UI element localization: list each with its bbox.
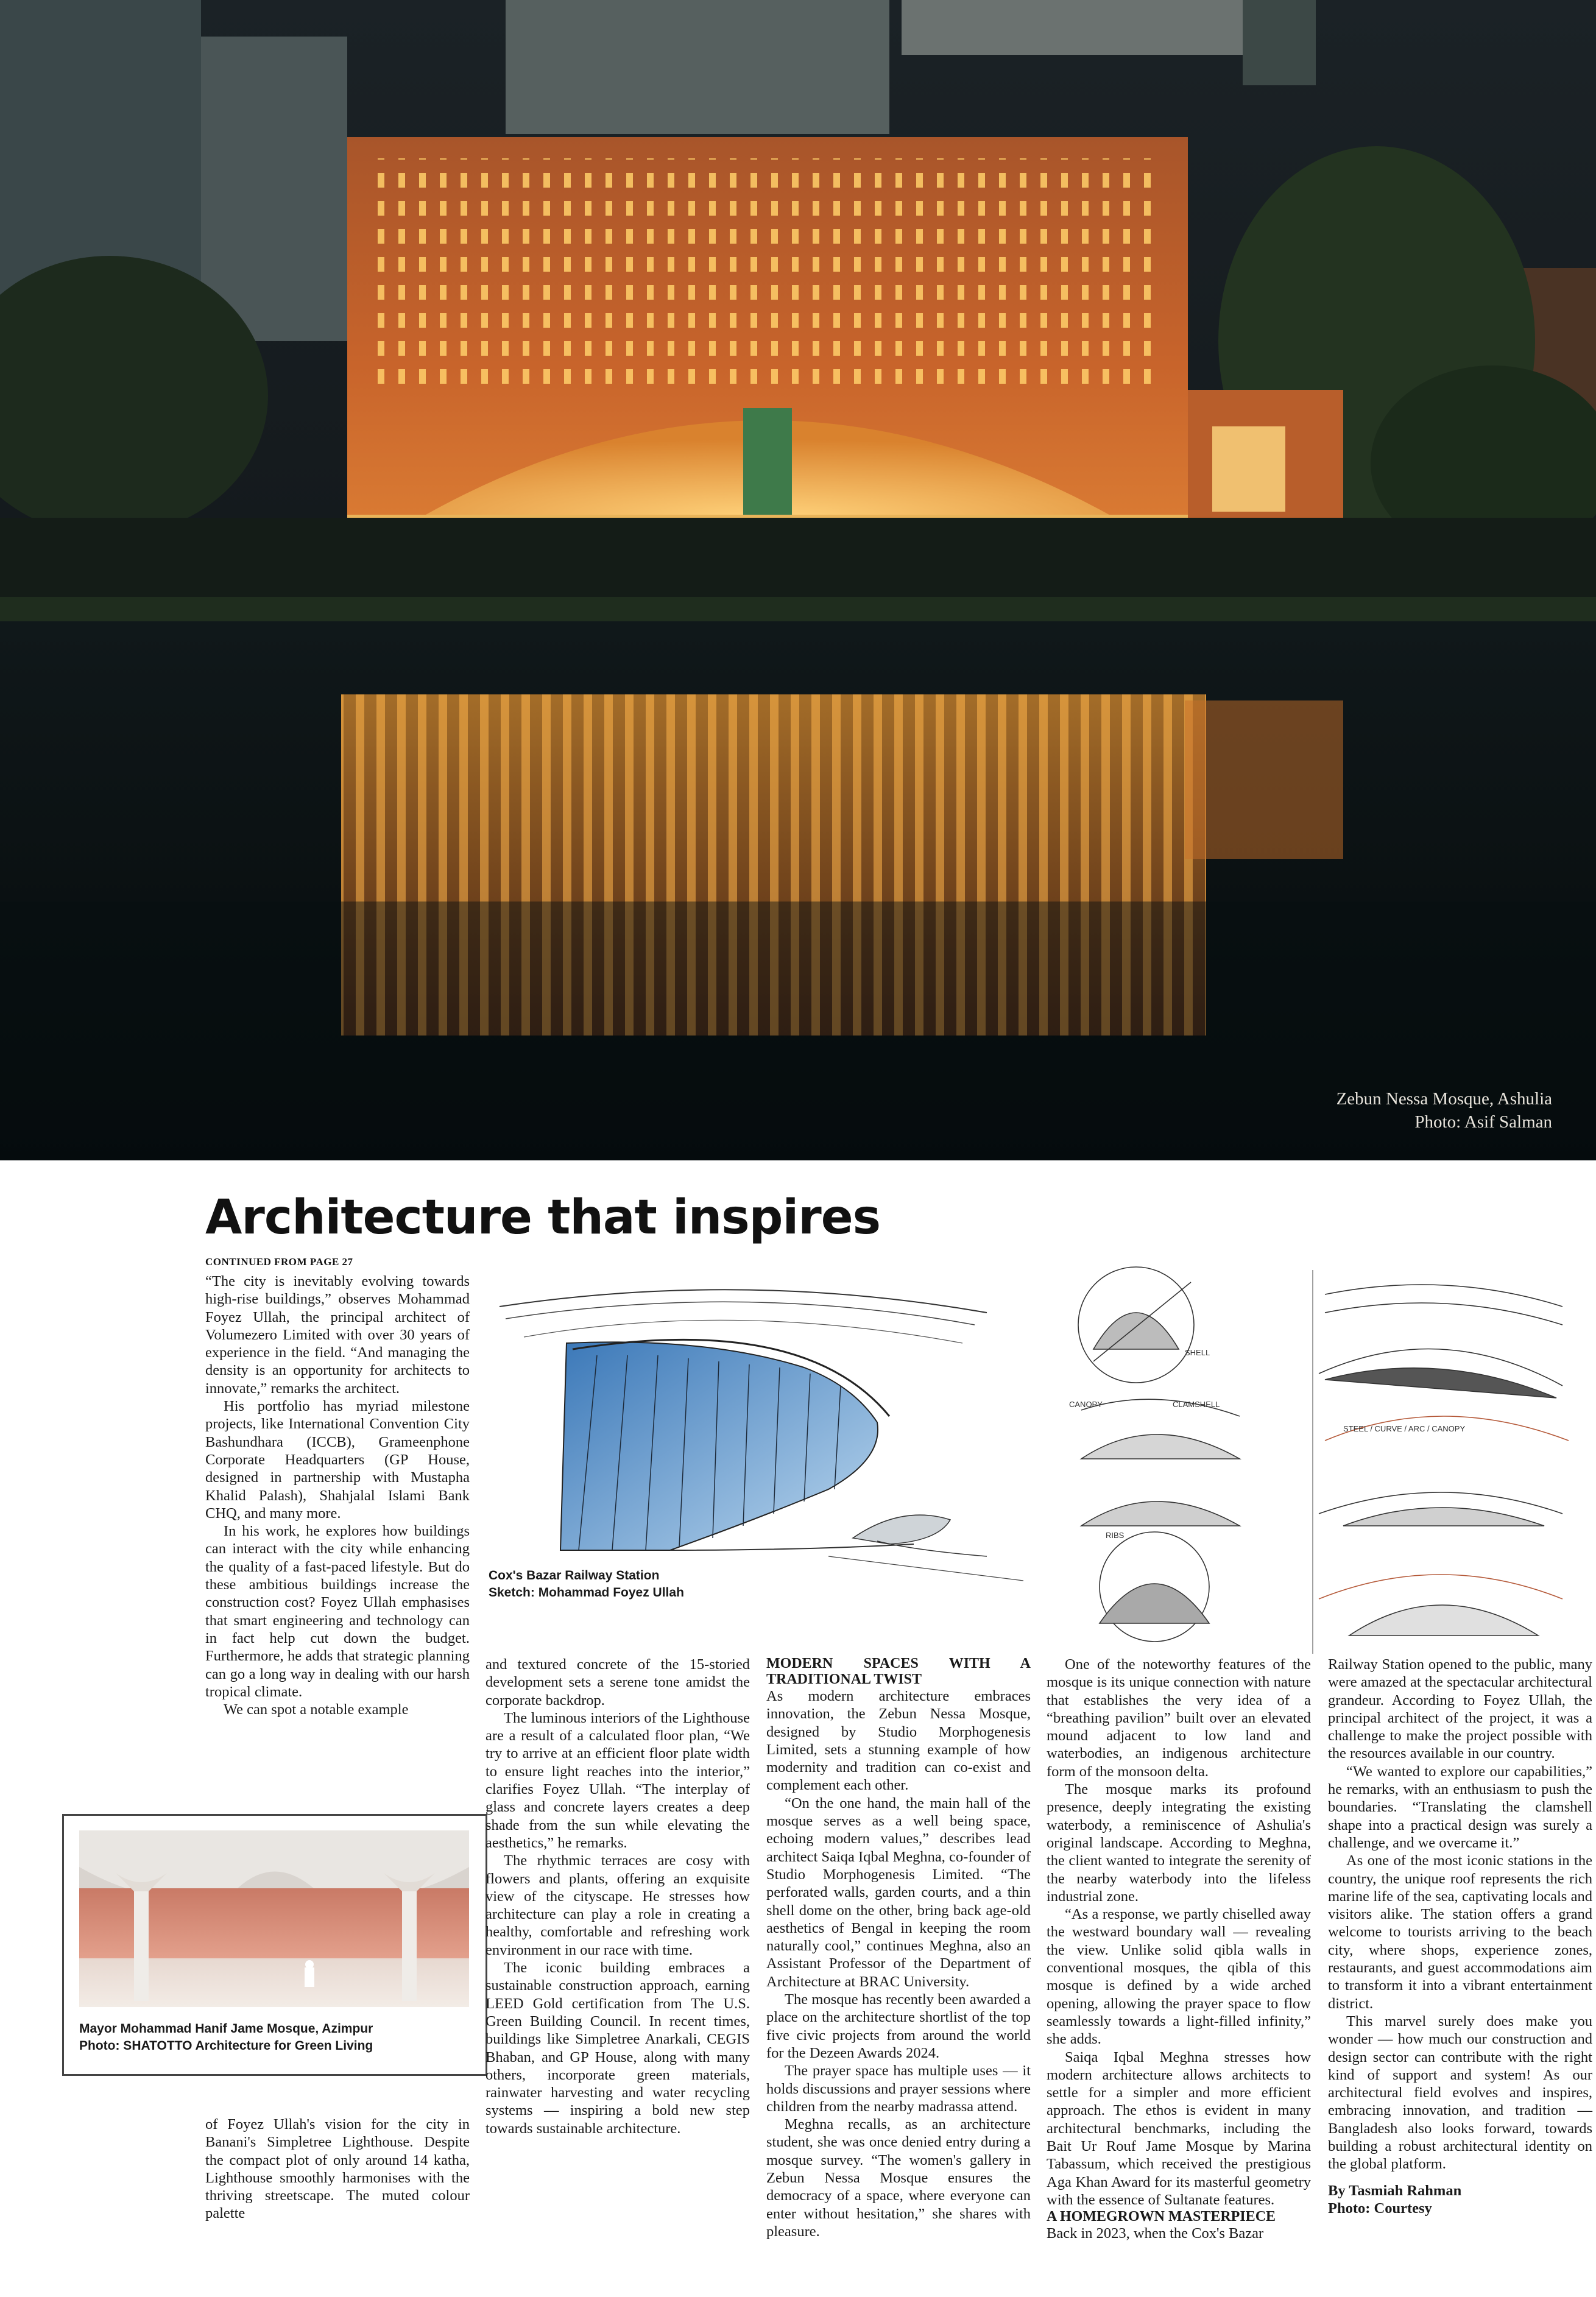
page-title: Architecture that inspires (205, 1190, 881, 1245)
inset-photo-box (62, 1814, 487, 2076)
paragraph: “On the one hand, the main hall of the mosque serves as a well being space, echoing modern values,” describes lead architect Saiqa Iqbal Meghna, co-founder of Studio Morphogenesis Limited. “The perforated walls, garden courts, and a thin shell dome on the other, bring back age-old aesthetics of Bengal in keeping the room naturally cool,” continues Meghna, also an Assistant Professor of the Department of Architecture at BRAC University. (766, 1794, 1031, 1990)
sketch-caption-title: Cox's Bazar Railway Station (489, 1568, 660, 1582)
column-1-bottom (205, 2115, 470, 2223)
sketch-label: CANOPY (1069, 1400, 1103, 1409)
hero-caption-credit: Photo: Asif Salman (1414, 1112, 1552, 1132)
paragraph: As one of the most iconic stations in the country, the unique roof represents the rich marine life of the sea, captivating locals and visitors alike. The station offers a grand welcome to tourists arriving to the beach city, where shops, experience zones, restaurants, and guest accommodations aim to transform it into a vibrant entertainment district. (1328, 1852, 1592, 2012)
station-sketch-drawing (487, 1264, 1036, 1605)
column-3 (766, 1656, 1031, 2240)
paragraph: The rhythmic terraces are cosy with flowers and plants, offering an exquisite view of the cityscape. He stresses how architecture can play a role in creating a healthy, comfortable and refreshing work environment in our race with time. (486, 1852, 750, 1958)
sketch-label: STEEL / CURVE / ARC / CANOPY (1343, 1424, 1466, 1433)
paragraph: One of the noteworthy features of the mosque is its unique connection with nature that establishes the very idea of a “breathing pavilion” built over an elevated mound adjacent to low land and waterbodies, an indigenous architecture form of the monsoon delta. (1047, 1656, 1311, 1780)
sketch-caption-credit: Sketch: Mohammad Foyez Ullah (489, 1586, 684, 1600)
paragraph: Back in 2023, when the Cox's Bazar (1047, 2225, 1264, 2242)
hero-caption-title: Zebun Nessa Mosque, Ashulia (1336, 1089, 1552, 1109)
byline: By Tasmiah Rahman (1328, 2182, 1462, 2199)
column-4 (1047, 1656, 1311, 2243)
railway-station-sketch (487, 1264, 1036, 1605)
paragraph: The luminous interiors of the Lighthouse are a result of a calculated floor plan, “We try to arrive at an efficient floor plate width to ensure light reaches into the interior,” clarifies Foyez Ullah. “The interplay of glass and concrete layers creates a deep shade from the sun while elevating the aesthetics,” he remarks. (486, 1709, 750, 1851)
sketch-label: CLAMSHELL (1173, 1400, 1220, 1409)
paragraph: Railway Station opened to the public, many were amazed at the spectacular architectural grandeur. According to Foyez Ullah, the principal architect of the project, it was a challenge to make the project possible with the resources available in our country. (1328, 1656, 1592, 1762)
column-2 (486, 1656, 750, 2137)
inset-caption-credit: Photo: SHATOTTO Architecture for Green Living (79, 2039, 373, 2053)
paragraph: “We wanted to explore our capabilities,” he remarks, with an enthusiasm to push the boundaries. “Translating the clamshell shape into a practical design was surely a challenge, and we overcame it.” (1328, 1763, 1592, 1851)
clamshell-study-sketches (1057, 1258, 1578, 1660)
paragraph: His portfolio has myriad milestone projects, like International Convention City Bashundhara (ICCB), Grameenphone Corporate Headquarters (GP House, designed in partnership with Mustapha Khalid Palash), Shahjalal Islami Bank CHQ, and many more. (205, 1398, 470, 1522)
paragraph: “As a response, we partly chiselled away the westward boundary wall — revealing the view. Unlike solid qibla walls in conventional mosques, the qibla of this mosque is defined by a wide arched opening, allowing the prayer space to flow seamlessly towards a light-filled infinity,” she adds. (1047, 1906, 1311, 2048)
paragraph: “The city is inevitably evolving towards high-rise buildings,” observes Mohammad Foyez Ullah, the principal architect of Volumezero Limited with over 30 years of experience in the field. “And managing the density is an opportunity for architects to innovate,” remarks the architect. (205, 1273, 470, 1397)
paragraph: We can spot a notable example (224, 1701, 409, 1718)
paragraph: In his work, he explores how buildings can interact with the city while enhancing the quality of a fast-paced lifestyle. But do these ambitious buildings increase the construction cost? Foyez Ullah emphasises that smart engineering and technology can in fact help cut down the budget. Furthermore, he adds that strategic planning can go a long way in dealing with our harsh tropical climate. (205, 1523, 470, 1700)
paragraph: Meghna recalls, as an architecture student, she was once denied entry during a mosque survey. “The women's gallery in Zebun Nessa Mosque ensures the democracy of a space, where everyone can enter without hesitation,” she shares with pleasure. (766, 2116, 1031, 2240)
azimpur-mosque-photo (79, 1830, 469, 2007)
sketch-label: RIBS (1106, 1531, 1125, 1540)
clamshell-drawings (1057, 1258, 1578, 1660)
section-subhead: MODERN SPACES WITH A TRADITIONAL TWIST (766, 1656, 1031, 1687)
column-5 (1328, 1656, 1592, 2217)
sketch-label: SHELL (1185, 1348, 1210, 1357)
section-subhead: A HOMEGROWN MASTERPIECE (1047, 2209, 1276, 2225)
paragraph: This marvel surely does make you wonder — how much our construction and design sector can contribute with the right kind of support and system! As our architectural field evolves and inspires, embracing innovation, and tradition — Bangladesh also looks forward, towards building a robust architectural identity on the global platform. (1328, 2013, 1592, 2173)
column-1-top (205, 1272, 470, 1718)
continued-from-label: CONTINUED FROM PAGE 27 (205, 1256, 353, 1268)
inset-caption-title: Mayor Mohammad Hanif Jame Mosque, Azimpur (79, 2022, 373, 2036)
paragraph: Saiqa Iqbal Meghna stresses how modern architecture allows architects to settle for a simpler and more efficient approach. The ethos is evident in many architectural benchmarks, including the Bait Ur Rouf Jame Mosque by Marina Tabassum, which received the prestigious Aga Khan Award for its masterful geometry with the essence of Sultanate features. (1047, 2048, 1311, 2208)
paragraph: The iconic building embraces a sustainable construction approach, earning LEED Gold certification from The U.S. Green Building Council. In recent times, buildings like Simpletree Anarkali, CEGIS Bhaban, and GP House, along with many others, incorporate green materials, rainwater harvesting and water recycling systems — inspiring a bold new step towards sustainable architecture. (486, 1960, 750, 2137)
paragraph: The mosque has recently been awarded a place on the architecture shortlist of the top five civic projects from around the world for the Dezeen Awards 2024. (766, 1991, 1031, 2061)
paragraph: and textured concrete of the 15-storied development sets a serene tone amidst the corporate backdrop. (486, 1656, 750, 1709)
paragraph: of Foyez Ullah's vision for the city in Banani's Simpletree Lighthouse. Despite the compact plot of only around 14 katha, Lighthouse smoothly harmonises with the thriving streetscape. The muted colour palette (205, 2116, 470, 2222)
paragraph: The prayer space has multiple uses — it holds discussions and prayer sessions where children from the nearby madrassa attend. (766, 2062, 1031, 2115)
paragraph: As modern architecture embraces innovation, the Zebun Nessa Mosque, designed by Studio Morphogenesis Limited, sets a stunning example of how modernity and tradition can co-exist and complement each other. (766, 1688, 1031, 1794)
photo-credit: Photo: Courtesy (1328, 2200, 1432, 2217)
paragraph: The mosque marks its profound presence, deeply integrating the existing waterbody, a reminiscence of Ashulia's original landscape. According to Meghna, the client wanted to integrate the serenity of the nearby waterbody into the lifeless industrial zone. (1047, 1781, 1311, 1905)
